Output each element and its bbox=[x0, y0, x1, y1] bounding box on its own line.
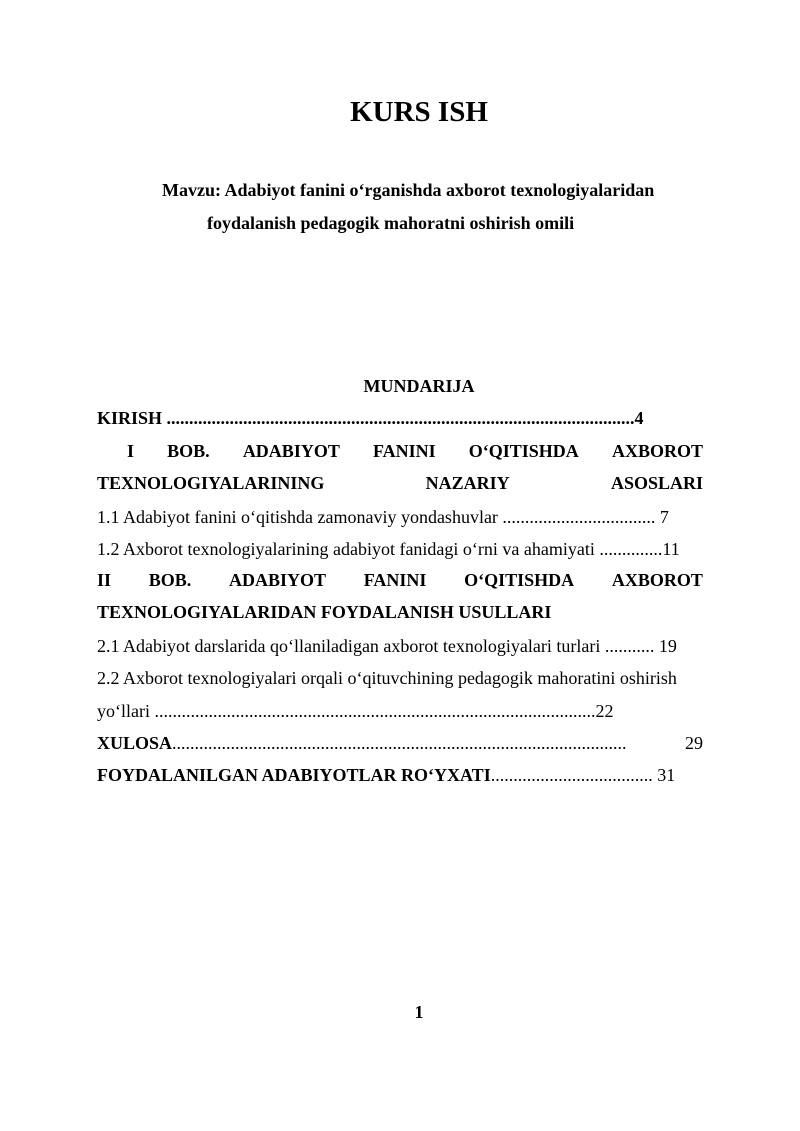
toc-word: ADABIYOT bbox=[242, 441, 340, 461]
toc-word: FANINI bbox=[372, 441, 436, 461]
toc-xulosa-label: XULOSA bbox=[97, 733, 173, 753]
toc-chapter-1-line-2 bbox=[97, 473, 703, 494]
toc-word: AXBOROT bbox=[611, 441, 703, 461]
toc-heading: MUNDARIJA bbox=[363, 376, 475, 396]
toc-word: I bbox=[127, 441, 135, 461]
toc-word: O‘QITISHDA bbox=[468, 441, 579, 461]
topic-line-2: foydalanish pedagogik mahoratni oshirish omili bbox=[207, 213, 575, 233]
toc-entry-kirish bbox=[97, 408, 703, 429]
toc-xulosa-dots: ..................................................................................................... bbox=[172, 733, 627, 753]
toc-section-2-2-line-1: 2.2 Axborot texnologiyalari orqali o‘qituvchining pedagogik mahoratini oshirish bbox=[97, 668, 677, 688]
toc-kirish-text: KIRISH ........................................................................................................4 bbox=[97, 408, 644, 428]
toc-chapter-2-line-1 bbox=[97, 570, 703, 591]
page-number: 1 bbox=[414, 1002, 424, 1022]
toc-entry-references bbox=[97, 765, 703, 786]
toc-chapter-1-line-1 bbox=[127, 441, 703, 462]
toc-chapter-2-line-2: TEXNOLOGIYALARIDAN FOYDALANISH USULLARI bbox=[97, 602, 552, 622]
toc-section-1-1: 1.1 Adabiyot fanini o‘qitishda zamonaviy yondashuvlar .................................. 7 bbox=[97, 507, 669, 527]
toc-word: II bbox=[97, 570, 112, 590]
toc-refs-page: 31 bbox=[657, 765, 676, 785]
toc-word: ASOSLARI bbox=[610, 473, 703, 493]
toc-word: NAZARIY bbox=[425, 473, 510, 493]
toc-xulosa-left bbox=[97, 733, 627, 754]
toc-refs-dots: .................................... bbox=[490, 765, 653, 785]
topic-line-1: Mavzu: Adabiyot fanini o‘rganishda axborot texnologiyalaridan bbox=[162, 180, 655, 200]
toc-xulosa-page: 29 bbox=[685, 733, 703, 753]
toc-word: BOB. bbox=[167, 441, 210, 461]
toc-word: TEXNOLOGIYALARINING bbox=[97, 473, 325, 493]
toc-section-1-2: 1.2 Axborot texnologiyalarining adabiyot fanidagi o‘rni va ahamiyati ..............11 bbox=[97, 539, 680, 559]
document-title: KURS ISH bbox=[350, 96, 488, 128]
toc-word: BOB. bbox=[148, 570, 192, 590]
toc-word: FANINI bbox=[363, 570, 427, 590]
toc-refs-label: FOYDALANILGAN ADABIYOTLAR RO‘YXATI bbox=[97, 765, 491, 785]
toc-word: O‘QITISHDA bbox=[464, 570, 575, 590]
toc-section-2-2-line-2: yo‘llari ..................................................................................................22 bbox=[97, 701, 614, 721]
toc-entry-xulosa bbox=[97, 733, 703, 754]
toc-section-2-1: 2.1 Adabiyot darslarida qo‘llaniladigan axborot texnologiyalari turlari ........... 19 bbox=[97, 636, 677, 656]
toc-word: ADABIYOT bbox=[229, 570, 327, 590]
toc-word: AXBOROT bbox=[611, 570, 703, 590]
